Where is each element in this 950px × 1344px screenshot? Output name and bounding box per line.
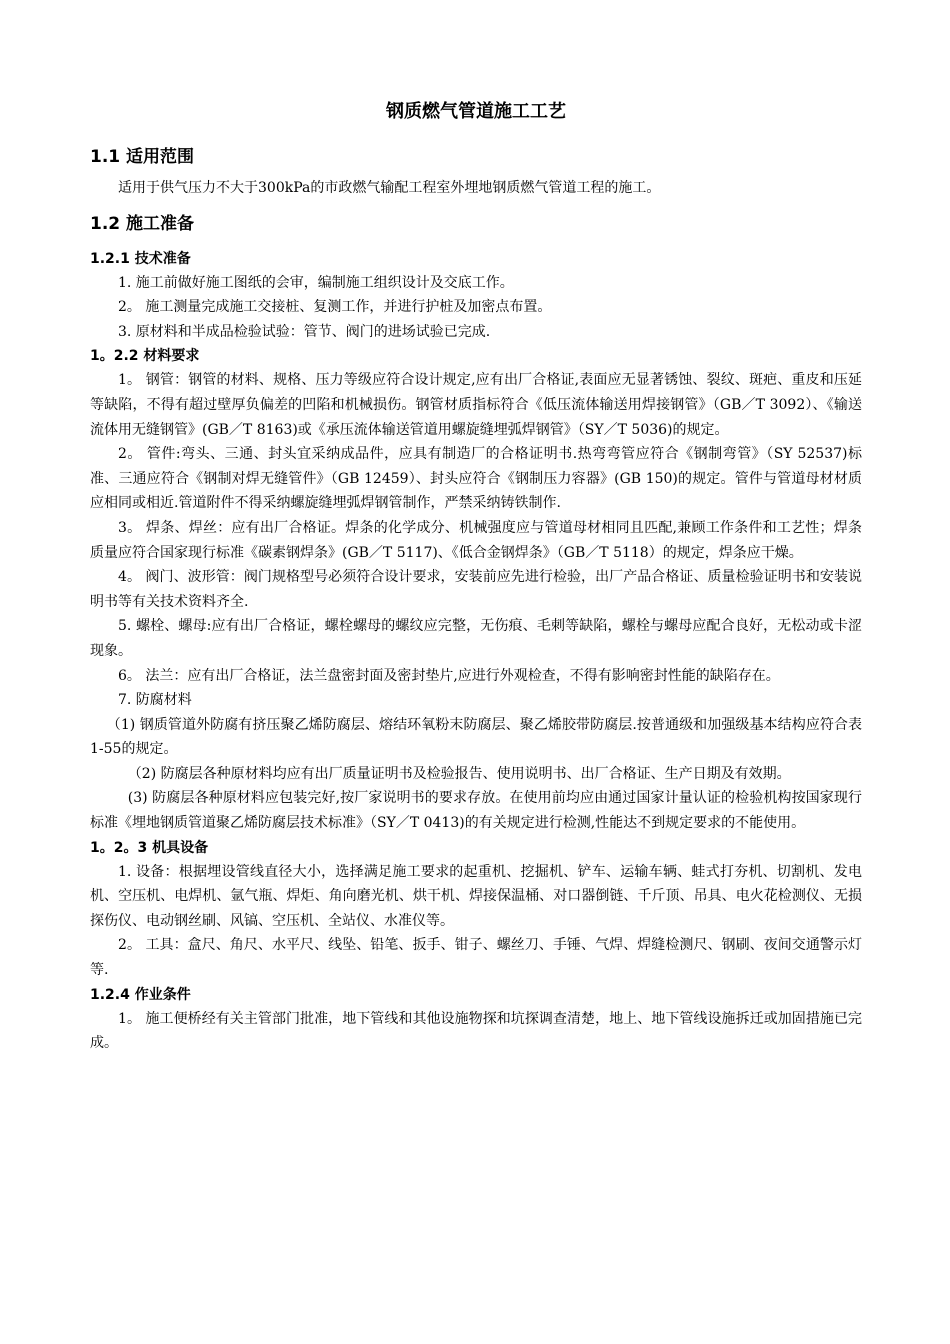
paragraph: 2。 管件:弯头、三通、封头宜采纳成品件，应具有制造厂的合格证明书.热弯弯管应符合《钢制弯管》（SY 52537)标准、三通应符合《钢制对焊无缝管件》（GB 12459）、封头应符合《钢制压力容器》(GB 150)的规定。管件与管道母材材质应相同或相近.管道附件不得采纳螺旋缝埋弧焊钢管制作，严禁采纳铸铁制作.: [90, 446, 862, 512]
subsection-heading-1-2-4: 1.2.4 作业条件: [90, 986, 191, 1003]
subsection-heading-1-2-1: 1.2.1 技术准备: [90, 250, 191, 267]
section-heading-1-1: 1.1 适用范围: [90, 147, 195, 167]
paragraph: 1. 设备：根据埋设管线直径大小，选择满足施工要求的起重机、挖掘机、铲车、运输车辆、蛙式打夯机、切割机、发电机、空压机、电焊机、氩气瓶、焊炬、角向磨光机、烘干机、焊接保温桶、对口器倒链、千斤顶、吊具、电火花检测仪、无损探伤仪、电动钢丝刷、风镐、空压机、全站仪、水准仪等。: [90, 863, 862, 929]
paragraph: 1。 钢管：钢管的材料、规格、压力等级应符合设计规定,应有出厂合格证,表面应无显著锈蚀、裂纹、斑疤、重皮和压延等缺陷，不得有超过壁厚负偏差的凹陷和机械损伤。钢管材质指标符合《低压流体输送用焊接钢管》（GB／T 3092）、《输送流体用无缝钢管》(GB／T 8163)或《承压流体输送管道用螺旋缝埋弧焊钢管》（SY／T 5036)的规定。: [90, 372, 862, 438]
section-heading-1-2: 1.2 施工准备: [90, 213, 195, 234]
paragraph: 5. 螺栓、螺母:应有出厂合格证，螺栓螺母的螺纹应完整，无伤痕、毛刺等缺陷，螺栓与螺母应配合良好，无松动或卡涩现象。: [90, 618, 862, 659]
paragraph: 1。 施工便桥经有关主管部门批准，地下管线和其他设施物探和坑探调查清楚，地上、地下管线设施拆迁或加固措施已完成。: [90, 1010, 862, 1052]
paragraph: 适用于供气压力不大于300kPa的市政燃气输配工程室外埋地钢质燃气管道工程的施工。: [118, 180, 661, 196]
paragraph: 3。 焊条、焊丝：应有出厂合格证。焊条的化学成分、机械强度应与管道母材相同且匹配,兼顾工作条件和工艺性；焊条质量应符合国家现行标准《碳素钢焊条》(GB／T 5117)、《低合金钢焊条》（GB／T 5118）的规定，焊条应干燥。: [90, 519, 862, 561]
subsection-heading-1-2-3: 1。2。3 机具设备: [90, 839, 209, 856]
document-title: 钢质燃气管道施工工艺: [386, 101, 566, 122]
paragraph: 2。 工具：盒尺、角尺、水平尺、线坠、铅笔、扳手、钳子、螺丝刀、手锤、气焊、焊缝检测尺、钢刷、夜间交通警示灯等.: [90, 937, 862, 979]
paragraph: 4。 阀门、波形管：阀门规格型号必须符合设计要求，安装前应先进行检验，出厂产品合格证、质量检验证明书和安装说明书等有关技术资料齐全.: [90, 569, 862, 610]
paragraph: 1. 施工前做好施工图纸的会审，编制施工组织设计及交底工作。: [118, 274, 514, 291]
paragraph: (3) 防腐层各种原材料应包装完好,按厂家说明书的要求存放。在使用前均应由通过国家计量认证的检验机构按国家现行标准《埋地钢质管道聚乙烯防腐层技术标准》（SY／T 0413)的有关规定进行检测,性能达不到规定要求的不能使用。: [90, 790, 862, 832]
paragraph: 2。 施工测量完成施工交接桩、复测工作，并进行护桩及加密点布置。: [118, 299, 552, 316]
paragraph: （2) 防腐层各种原材料均应有出厂质量证明书及检验报告、使用说明书、出厂合格证、生产日期及有效期。: [127, 765, 791, 782]
paragraph: （1) 钢质管道外防腐有挤压聚乙烯防腐层、熔结环氧粉末防腐层、聚乙烯胶带防腐层.按普通级和加强级基本结构应符合表1-55的规定。: [90, 716, 862, 758]
paragraph: 6。 法兰：应有出厂合格证，法兰盘密封面及密封垫片,应进行外观检查，不得有影响密封性能的缺陷存在。: [118, 667, 780, 684]
document-page: [90, 98, 862, 1056]
paragraph: 3. 原材料和半成品检验试验：管节、阀门的进场试验已完成.: [118, 323, 491, 340]
subsection-heading-1-2-2: 1。2.2 材料要求: [90, 348, 200, 365]
paragraph: 7. 防腐材料: [118, 692, 192, 709]
